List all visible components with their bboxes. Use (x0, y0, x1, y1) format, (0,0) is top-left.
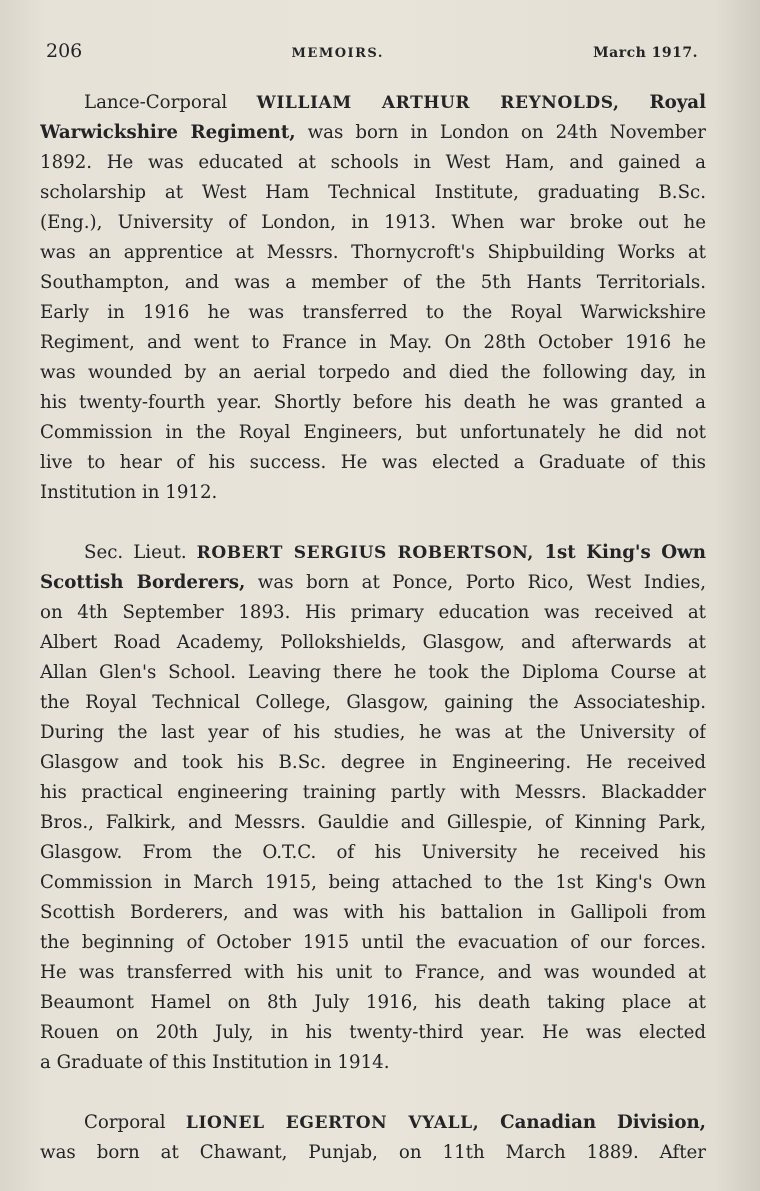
memoir-line (40, 568, 706, 598)
memoir-line (40, 118, 706, 148)
unit-name: 1st King's Own (533, 542, 706, 563)
rank: Lance-Corporal (84, 92, 257, 113)
memoir-line: Regiment, and went to France in May. On 28th October 1916 he (40, 332, 706, 353)
page-number: 206 (46, 40, 83, 62)
memoir-line: (Eng.), University of London, in 1913. When war broke out he (40, 212, 706, 233)
memoir-line: was an apprentice at Messrs. Thornycroft's Shipbuilding Works at (40, 242, 706, 263)
memoir-entry-vyall (40, 1108, 706, 1168)
memoir-line: Southampton, and was a member of the 5th Hants Territorials. (40, 272, 706, 293)
memoir-entry-reynolds (40, 88, 706, 508)
memoir-line (40, 88, 706, 118)
memoir-line: a Graduate of this Institution in 1914. (40, 1052, 390, 1073)
memoir-line: Bros., Falkirk, and Messrs. Gauldie and Gillespie, of Kinning Park, (40, 812, 706, 833)
memoir-line: Allan Glen's School. Leaving there he took the Diploma Course at (40, 662, 706, 683)
person-name: WILLIAM ARTHUR REYNOLDS, (256, 93, 620, 113)
memoir-line: Early in 1916 he was transferred to the Royal Warwickshire (40, 302, 706, 323)
memoir-line: Institution in 1912. (40, 482, 218, 503)
memoir-line: Rouen on 20th July, in his twenty-third year. He was elected (40, 1022, 706, 1043)
memoir-line: 1892. He was educated at schools in West Ham, and gained a (40, 152, 706, 173)
memoir-paragraph (40, 538, 706, 1078)
memoir-line: During the last year of his studies, he was at the University of (40, 722, 706, 743)
unit-name: Scottish Borderers, (40, 572, 246, 593)
memoir-paragraph (40, 88, 706, 508)
memoir-body (40, 88, 706, 1168)
memoir-line: Commission in the Royal Engineers, but unfortunately he did not (40, 422, 706, 443)
memoir-line: Beaumont Hamel on 8th July 1916, his death taking place at (40, 992, 706, 1013)
memoir-line: scholarship at West Ham Technical Institute, graduating B.Sc. (40, 182, 706, 203)
rank: Sec. Lieut. (84, 542, 197, 563)
memoir-line: his practical engineering training partly with Messrs. Blackadder (40, 782, 706, 803)
memoir-line: the Royal Technical College, Glasgow, gaining the Associateship. (40, 692, 706, 713)
memoir-line: Albert Road Academy, Pollokshields, Glasgow, and afterwards at (40, 632, 706, 653)
memoir-line: Glasgow. From the O.T.C. of his University he received his (40, 842, 706, 863)
memoir-line: on 4th September 1893. His primary education was received at (40, 602, 706, 623)
memoir-line: was born at Chawant, Punjab, on 11th March 1889. After (40, 1142, 706, 1163)
person-name: ROBERT SERGIUS ROBERTSON, (196, 543, 534, 563)
line-text: was born at Ponce, Porto Rico, West Indies, (245, 572, 706, 593)
memoir-line: was wounded by an aerial torpedo and died the following day, in (40, 362, 706, 383)
running-date: March 1917. (593, 45, 698, 61)
memoir-line: live to hear of his success. He was elected a Graduate of this (40, 452, 706, 473)
memoir-paragraph (40, 1108, 706, 1168)
running-head (46, 40, 698, 62)
memoir-entry-robertson (40, 538, 706, 1078)
memoir-line: Commission in March 1915, being attached to the 1st King's Own (40, 872, 706, 893)
memoir-line: his twenty-fourth year. Shortly before his death he was granted a (40, 392, 706, 413)
memoir-line: Scottish Borderers, and was with his battalion in Gallipoli from (40, 902, 706, 923)
line-text: was born in London on 24th November (295, 122, 706, 143)
memoir-line: the beginning of October 1915 until the evacuation of our forces. (40, 932, 706, 953)
memoir-line (40, 538, 706, 568)
rank: Corporal (84, 1112, 186, 1133)
unit-name: Warwickshire Regiment, (40, 122, 296, 143)
person-name: LIONEL EGERTON VYALL, (185, 1113, 480, 1133)
memoir-line: He was transferred with his unit to France, and was wounded at (40, 962, 706, 983)
unit-name: Canadian Division, (479, 1112, 706, 1133)
unit-name: Royal (619, 92, 706, 113)
memoir-line (40, 1108, 706, 1138)
running-title: MEMOIRS. (291, 46, 384, 61)
memoir-line: Glasgow and took his B.Sc. degree in Engineering. He received (40, 752, 706, 773)
